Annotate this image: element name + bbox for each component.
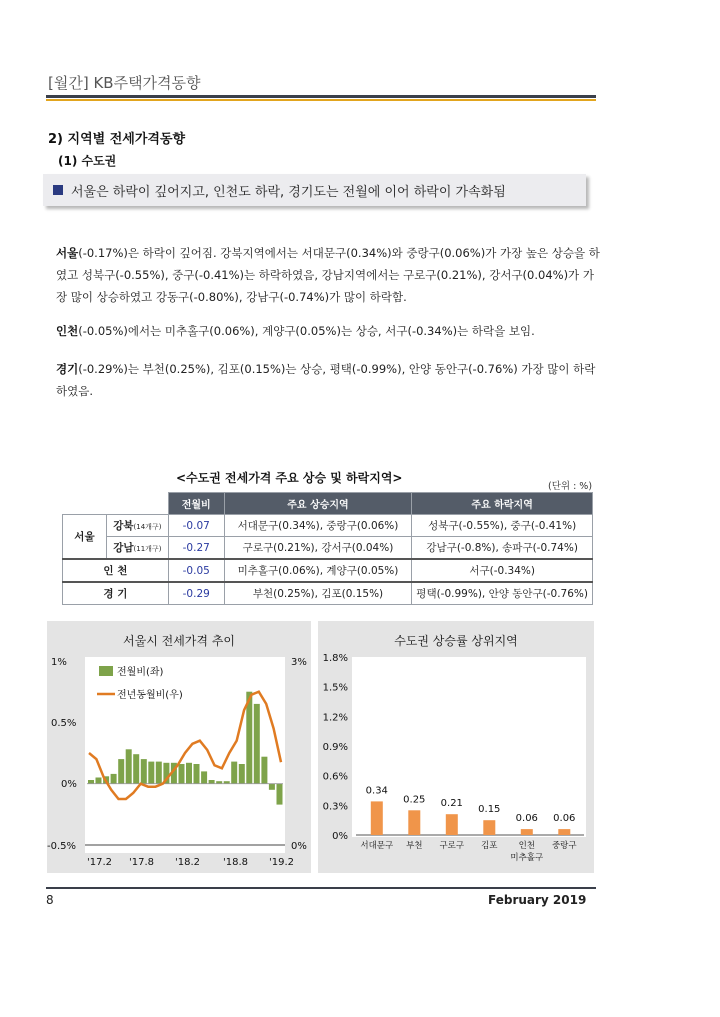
change-value: -0.07 xyxy=(168,515,224,537)
x-category-label: 구로구 xyxy=(439,841,465,851)
region-bar xyxy=(558,829,570,835)
region-bar xyxy=(408,810,420,835)
y-right-tick: 0% xyxy=(291,841,307,852)
mom-bar xyxy=(133,754,139,783)
square-bullet-icon xyxy=(53,185,63,195)
seoul-text: (-0.17%)은 하락이 깊어짐. 강북지역에서는 서대문구(0.34%)와 중랑구(0.06%)가 가장 높은 상승을 하였고 성북구(-0.55%), 중구(-0.41%)는 하락하였음, 강남지역에서는 구로구(0.21%), 강서구(0.04%)가 가장 많이 상승하였고 강동구(-0.80%), 강남구(-0.74%)가 많이 하락함. xyxy=(56,246,600,304)
seoul-paragraph xyxy=(56,242,601,308)
table-unit: (단위 : %) xyxy=(548,481,593,492)
change-value: -0.27 xyxy=(168,537,224,560)
incheon-text: (-0.05%)에서는 미추홀구(0.06%), 계양구(0.05%)는 상승, 서구(-0.34%)는 하락을 보임. xyxy=(78,324,535,338)
region-bar xyxy=(483,820,495,835)
bar-value-label: 0.25 xyxy=(403,794,426,806)
mom-bar xyxy=(148,762,154,784)
falling-regions-cell: 강남구(-0.8%), 송파구(-0.74%) xyxy=(412,537,593,560)
y-left-tick: -0.5% xyxy=(47,841,77,852)
mom-bar xyxy=(261,757,267,784)
falling-regions-cell: 성북구(-0.55%), 중구(-0.41%) xyxy=(412,515,593,537)
chart-title: 수도권 상승률 상위지역 xyxy=(394,634,518,648)
seoul-trend-chart xyxy=(47,621,311,873)
mom-bar xyxy=(254,704,260,784)
legend-bar-swatch xyxy=(99,666,113,676)
region-note: (14개구) xyxy=(133,523,162,531)
summary-banner xyxy=(43,174,586,206)
gyeonggi-label: 경기 xyxy=(56,362,79,376)
mom-bar xyxy=(156,762,162,784)
x-tick: '17.2 xyxy=(87,857,113,868)
x-category-label: 중랑구 xyxy=(551,841,577,851)
y-left-tick: 0% xyxy=(61,779,77,790)
region-bar xyxy=(446,814,458,835)
mom-bar xyxy=(231,762,237,784)
mom-bar xyxy=(186,763,192,784)
table-row xyxy=(63,582,593,605)
mom-bar xyxy=(179,764,185,784)
bar-value-label: 0.15 xyxy=(478,804,501,816)
falling-regions-cell: 평택(-0.99%), 안양 동안구(-0.76%) xyxy=(412,582,593,605)
y-tick: 1.2% xyxy=(322,712,348,724)
y-tick: 1.8% xyxy=(322,653,348,664)
report-date: February 2019 xyxy=(488,893,587,907)
seoul-label: 서울 xyxy=(56,246,79,260)
incheon-paragraph xyxy=(56,320,601,342)
region-name: 경 기 xyxy=(63,582,169,605)
header-monthly-change: 전월비 xyxy=(168,493,224,515)
footer-divider xyxy=(46,887,596,889)
mom-bar xyxy=(88,780,94,784)
mom-bar xyxy=(194,764,200,784)
legend-label: 전월비(좌) xyxy=(117,667,164,678)
header-falling-regions: 주요 하락지역 xyxy=(412,493,593,515)
gyeonggi-paragraph xyxy=(56,358,601,402)
x-category-label: 부천 xyxy=(406,841,423,851)
mom-bar xyxy=(277,784,283,805)
mom-bar xyxy=(269,784,275,790)
top-regions-chart-panel xyxy=(318,621,594,873)
region-name: 인 천 xyxy=(63,559,169,582)
region-bar xyxy=(521,829,533,835)
rising-regions-cell: 서대문구(0.34%), 중랑구(0.06%) xyxy=(224,515,412,537)
table-title: <수도권 전세가격 주요 상승 및 하락지역> xyxy=(176,471,403,485)
header-divider xyxy=(46,95,596,98)
rising-regions-cell: 구로구(0.21%), 강서구(0.04%) xyxy=(224,537,412,560)
table-row xyxy=(63,515,593,537)
y-right-tick: 3% xyxy=(291,657,307,668)
bar-value-label: 0.06 xyxy=(515,813,538,825)
y-tick: 1.5% xyxy=(322,682,348,694)
mom-bar xyxy=(209,780,215,784)
region-bar xyxy=(371,801,383,835)
y-left-tick: 1% xyxy=(51,657,67,668)
y-tick: 0.3% xyxy=(322,801,348,813)
table-row xyxy=(63,537,593,560)
legend-label: 전년동월비(우) xyxy=(117,690,183,701)
region-note: (11개구) xyxy=(133,545,162,553)
mom-bar xyxy=(239,764,245,784)
x-tick: '18.2 xyxy=(175,857,201,868)
plot-area xyxy=(352,657,586,837)
rising-regions-cell: 부천(0.25%), 김포(0.15%) xyxy=(224,582,412,605)
x-tick: '18.8 xyxy=(223,857,249,868)
header-accent-line xyxy=(46,99,596,101)
bar-value-label: 0.34 xyxy=(365,785,388,797)
mom-bar xyxy=(111,774,117,784)
y-tick: 0.9% xyxy=(322,742,348,753)
mom-bar xyxy=(141,759,147,784)
y-tick: 0% xyxy=(332,831,348,842)
incheon-label: 인천 xyxy=(56,324,79,338)
section-title: 2) 지역별 전세가격동향 xyxy=(48,132,186,147)
chart-title: 서울시 전세가격 추이 xyxy=(123,634,235,648)
mom-bar xyxy=(118,759,124,784)
subsection-title: (1) 수도권 xyxy=(58,154,117,168)
region-name: 강남 xyxy=(113,542,134,554)
page-number: 8 xyxy=(46,893,54,907)
table-row xyxy=(63,559,593,582)
seoul-trend-chart-panel xyxy=(47,621,311,873)
x-tick: '19.2 xyxy=(269,857,295,868)
report-header-title: [월간] KB주택가격동향 xyxy=(48,74,201,92)
summary-banner-text: 서울은 하락이 깊어지고, 인천도 하락, 경기도는 전월에 이어 하락이 가속화됨 xyxy=(71,185,506,200)
y-left-tick: 0.5% xyxy=(51,718,77,729)
header-rising-regions: 주요 상승지역 xyxy=(224,493,412,515)
bar-value-label: 0.21 xyxy=(440,798,463,810)
change-value: -0.29 xyxy=(168,582,224,605)
y-tick: 0.6% xyxy=(322,771,348,783)
table-header-row xyxy=(63,493,593,515)
x-tick: '17.8 xyxy=(129,857,155,868)
mom-bar xyxy=(126,749,132,783)
x-category-sublabel: 미추홀구 xyxy=(510,853,544,863)
region-name: 강북 xyxy=(113,520,134,532)
bar-value-label: 0.06 xyxy=(553,813,576,825)
falling-regions-cell: 서구(-0.34%) xyxy=(412,559,593,582)
price-change-table xyxy=(62,492,593,605)
seoul-cell: 서울 xyxy=(63,515,107,560)
x-category-label: 김포 xyxy=(481,841,498,851)
x-category-label: 서대문구 xyxy=(360,841,394,851)
top-regions-chart xyxy=(318,621,594,873)
rising-regions-cell: 미추홀구(0.06%), 계양구(0.05%) xyxy=(224,559,412,582)
mom-bar xyxy=(201,771,207,783)
change-value: -0.05 xyxy=(168,559,224,582)
gyeonggi-text: (-0.29%)는 부천(0.25%), 김포(0.15%)는 상승, 평택(-0.99%), 안양 동안구(-0.76%) 가장 많이 하락하였음. xyxy=(56,362,596,398)
x-category-label: 인천 xyxy=(518,841,536,851)
mom-bar xyxy=(96,778,102,784)
